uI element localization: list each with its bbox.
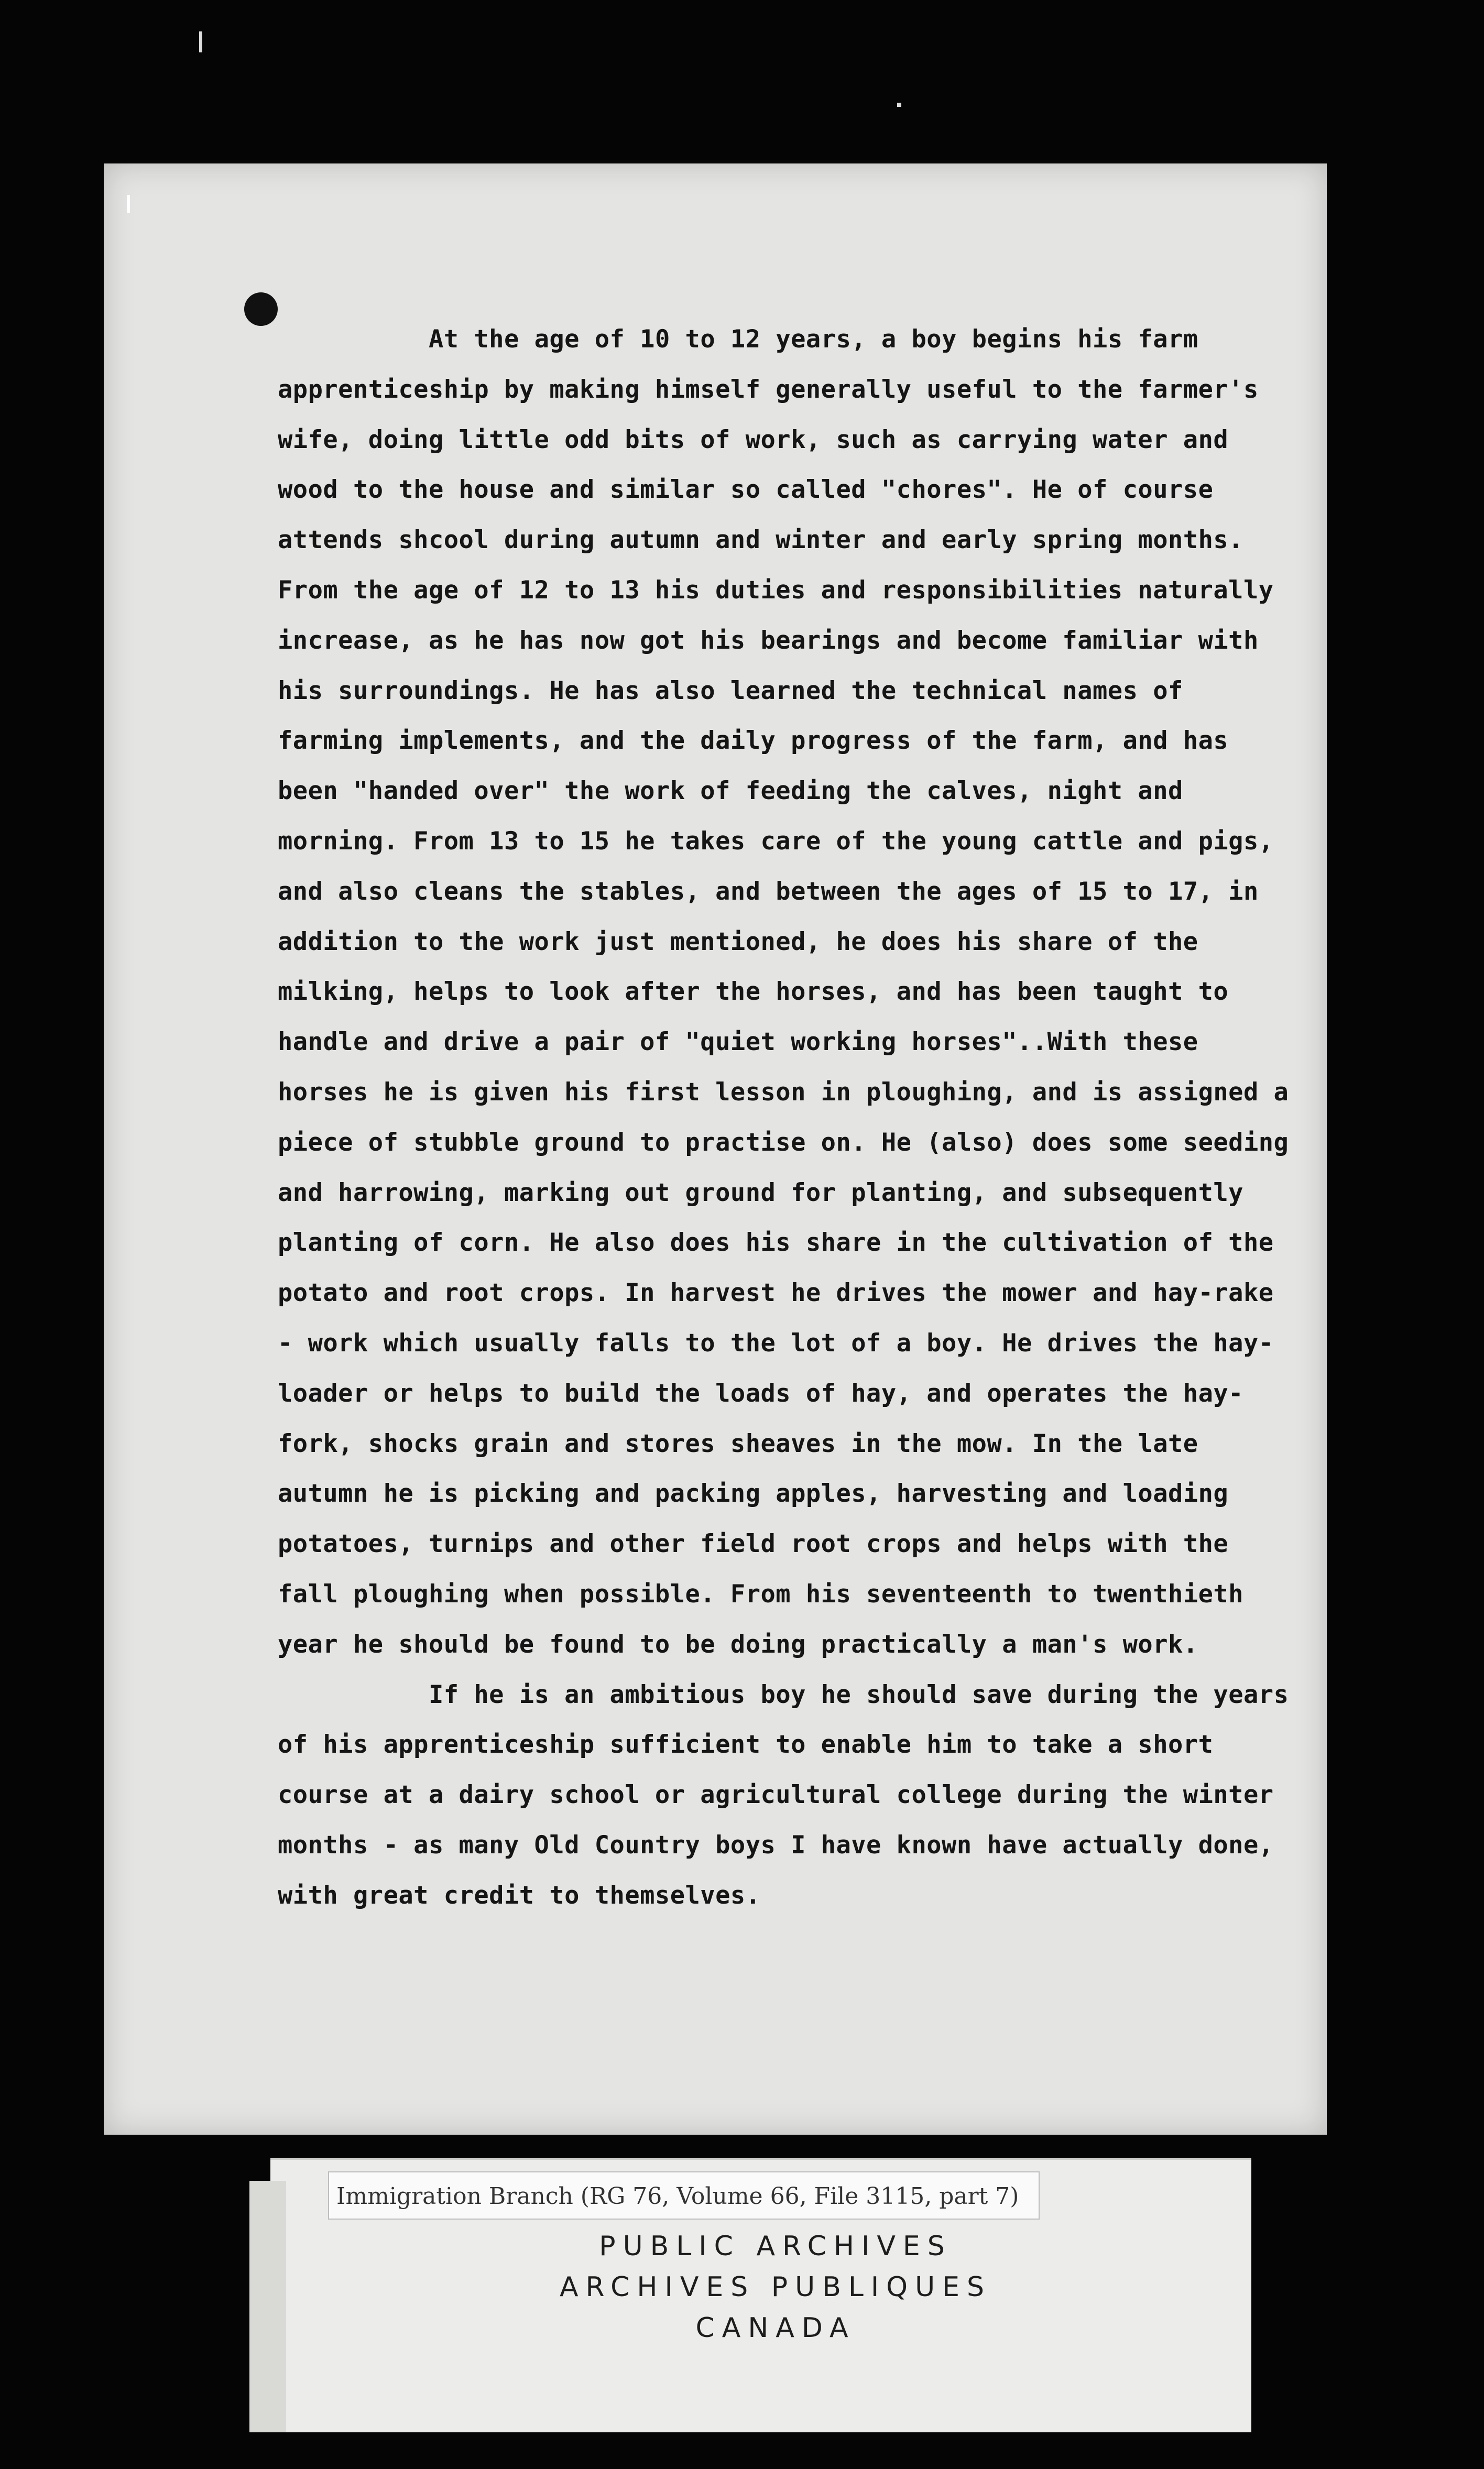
page-scratch (127, 195, 130, 213)
stamp-line-1: PUBLIC ARCHIVES (599, 2231, 952, 2262)
stamp-line-3: CANADA (695, 2312, 856, 2344)
film-scratch (199, 31, 202, 52)
paragraph-1: At the age of 10 to 12 years, a boy begins his farm apprenticeship by making himself generally useful to the farmer's wife, doing little odd bits of work, such as carrying water and wood to the house and similar so called "chores". He of course attends shcool during autumn and winter and early spring months. From the age of 12 to 13 his duties and responsibilities naturally increase, as he has now got his bearings and become familiar with his surroundings. He has also learned the technical names of farming implements, and the daily progress of the farm, and has been "handed over" the work of feeding the calves, night and morning. From 13 to 15 he takes care of the young cattle and pigs, and also cleans the stables, and between the ages of 15 to 17, in addition to the work just mentioned, he does his share of the milking, helps to look after the horses, and has been taught to handle and drive a pair of "quiet working horses"..With these horses he is given his first lesson in ploughing, and is assigned a piece of stubble ground to practise on. He (also) does some seeding and harrowing, marking out ground for planting, and subsequently planting of corn. He also does his share in the cultivation of the potato and root crops. In harvest he drives the mower and hay-rake - work which usually falls to the lot of a boy. He drives the hay-loader or helps to build the loads of hay, and operates the hay-fork, shocks grain and stores sheaves in the mow. In the late autumn he is picking and packing apples, harvesting and loading potatoes, turnips and other field root crops and helps with the fall ploughing when possible. From his seventeenth to twenthieth year he should be found to be doing practically a man's work. (278, 325, 1289, 1659)
document-body (278, 314, 1300, 1921)
film-speck (897, 103, 901, 107)
punch-hole-mark (244, 292, 278, 326)
stamp-line-2: ARCHIVES PUBLIQUES (559, 2271, 992, 2303)
paragraph-2: If he is an ambitious boy he should save during the years of his apprenticeship sufficient to enable him to take a short course at a dairy school or agricultural college during the winter months - as many Old Country boys I have known have actually done, with great credit to themselves. (278, 1680, 1289, 1910)
archive-stamp (461, 2226, 1090, 2348)
archive-reference-label: Immigration Branch (RG 76, Volume 66, File 3115, part 7) (328, 2171, 1040, 2220)
